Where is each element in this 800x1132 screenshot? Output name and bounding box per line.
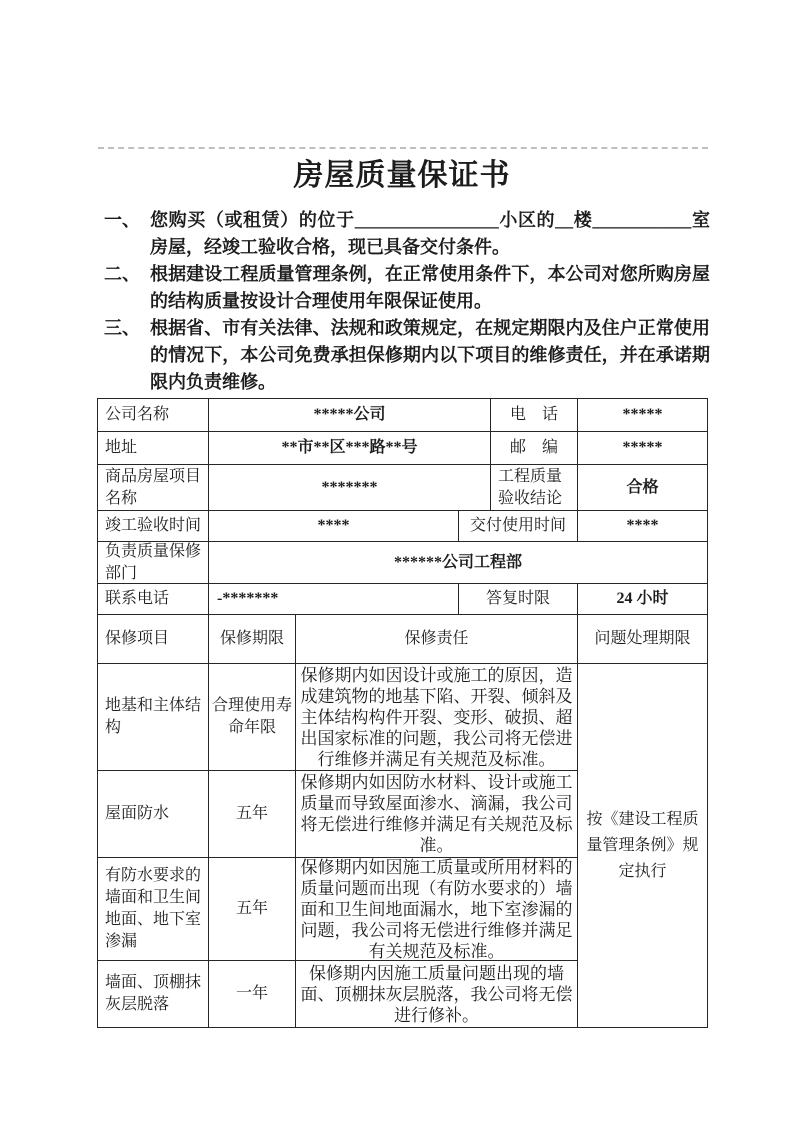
company-name-label: 公司名称 (98, 399, 209, 432)
contact-phone-value: -******* (209, 584, 459, 615)
intro-item-1-marker: 一、 (104, 210, 140, 230)
repair-dept-label: 负责质量保修部门 (98, 542, 209, 584)
contact-phone-label: 联系电话 (98, 584, 209, 615)
phone-value: ***** (578, 399, 708, 432)
intro-item-3-marker: 三、 (104, 318, 140, 338)
warranty-header-item: 保修项目 (98, 615, 209, 664)
postcode-value: ***** (578, 432, 708, 465)
warranty-row-item: 屋面防水 (98, 771, 209, 858)
intro-item-1 (104, 207, 710, 261)
intro-item-1-text: 您购买（或租赁）的位于________________小区的__楼___________室房屋，经竣工验收合格，现已具备交付条件。 (150, 210, 710, 257)
phone-label: 电 话 (491, 399, 578, 432)
address-label: 地址 (98, 432, 209, 465)
reply-limit-label: 答复时限 (459, 584, 578, 615)
warranty-row-responsibility: 保修期内因施工质量问题出现的墙面、顶棚抹灰层脱落，我公司将无偿进行修补。 (296, 961, 578, 1028)
intro-item-3 (104, 315, 710, 396)
warranty-header-deadline: 问题处理期限 (578, 615, 708, 664)
warranty-row-item: 墙面、顶棚抹灰层脱落 (98, 961, 209, 1028)
address-value: **市**区***路**号 (209, 432, 491, 465)
project-name-value: ******* (209, 465, 491, 511)
warranty-row-item: 地基和主体结构 (98, 664, 209, 771)
document-title: 房屋质量保证书 (293, 159, 511, 192)
intro-item-2 (104, 261, 710, 315)
company-name-value: *****公司 (209, 399, 491, 432)
guarantee-table (97, 398, 708, 1028)
warranty-header-responsibility: 保修责任 (296, 615, 578, 664)
project-name-label: 商品房屋项目名称 (98, 465, 209, 511)
warranty-row-responsibility: 保修期内如因防水材料、设计或施工质量而导致屋面渗水、滴漏，我公司将无偿进行维修并满足有关规范及标准。 (296, 771, 578, 858)
quality-conclusion-value: 合格 (578, 465, 708, 511)
delivery-time-label: 交付使用时间 (459, 511, 578, 542)
warranty-row-period: 五年 (209, 858, 296, 961)
deadline-note-cell: 按《建设工程质量管理条例》规定执行 (578, 664, 708, 1028)
quality-conclusion-label: 工程质量验收结论 (491, 465, 578, 511)
completion-time-value: **** (209, 511, 459, 542)
warranty-row-item: 有防水要求的墙面和卫生间地面、地下室渗漏 (98, 858, 209, 961)
warranty-row-responsibility: 保修期内如因设计或施工的原因，造成建筑物的地基下陷、开裂、倾斜及主体结构构件开裂、变形、破损、超出国家标准的问题，我公司将无偿进行维修并满足有关规范及标准。 (296, 664, 578, 771)
delivery-time-value: **** (578, 511, 708, 542)
page-top-dashed-line (98, 147, 708, 149)
intro-item-2-text: 根据建设工程质量管理条例，在正常使用条件下，本公司对您所购房屋的结构质量按设计合理使用年限保证使用。 (150, 264, 710, 311)
repair-dept-value: ******公司工程部 (209, 542, 708, 584)
warranty-row-period: 一年 (209, 961, 296, 1028)
reply-limit-value: 24 小时 (578, 584, 708, 615)
warranty-row-period: 合理使用寿命年限 (209, 664, 296, 771)
intro-section (104, 207, 710, 396)
intro-item-3-text: 根据省、市有关法律、法规和政策规定，在规定期限内及住户正常使用的情况下，本公司免费承担保修期内以下项目的维修责任，并在承诺期限内负责维修。 (150, 318, 710, 392)
warranty-row-period: 五年 (209, 771, 296, 858)
completion-time-label: 竣工验收时间 (98, 511, 209, 542)
warranty-header-period: 保修期限 (209, 615, 296, 664)
postcode-label: 邮 编 (491, 432, 578, 465)
warranty-row-responsibility: 保修期内如因施工质量或所用材料的质量问题而出现（有防水要求的）墙面和卫生间地面漏水，地下室渗漏的问题，我公司将无偿进行维修并满足有关规范及标准。 (296, 858, 578, 961)
intro-item-2-marker: 二、 (104, 264, 140, 284)
